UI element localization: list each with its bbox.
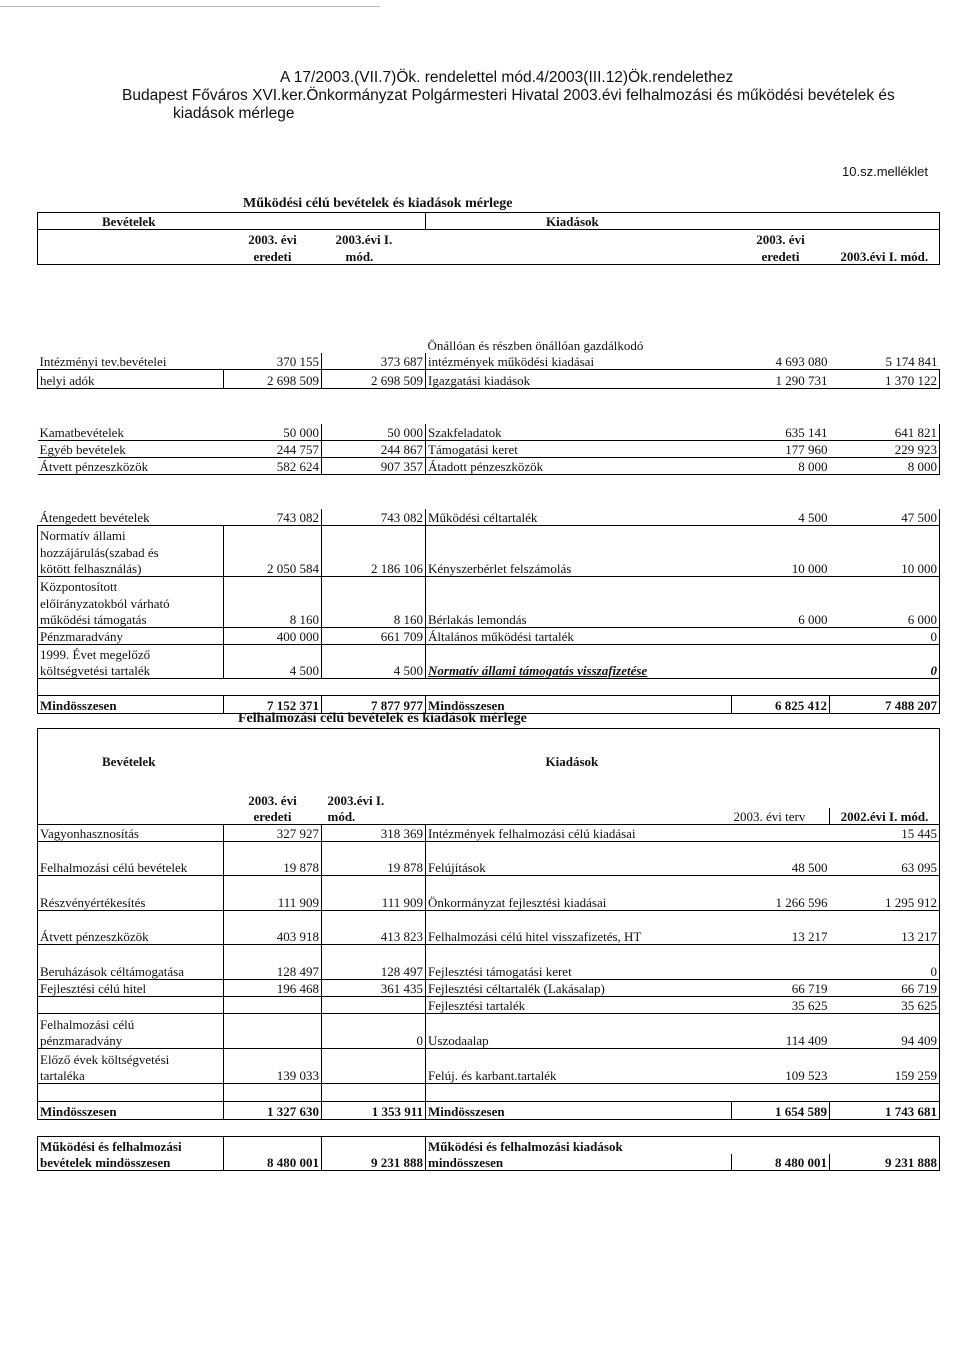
op-rev-mod: 661 709 [322, 628, 426, 645]
op-rev-label: hozzájárulás(szabad és [38, 543, 224, 560]
operating-expense-label: Kiadások [426, 213, 940, 230]
cap-exp-label: Fejlesztési céltartalék (Lakásalap) [426, 980, 732, 997]
operating-table [37, 212, 940, 714]
op-rev-label: kötött felhasználás) [38, 560, 224, 577]
op-rev-label: Kamatbevételek [38, 424, 224, 441]
cap-rev-orig [224, 1032, 322, 1049]
cap-exp-mod: 13 217 [830, 928, 940, 945]
op-exp-orig: 1 290 731 [732, 370, 830, 389]
op-rev-mod: 2 698 509 [322, 370, 426, 389]
op-col-rev-mod-2: mód. [322, 247, 426, 265]
cap-total-exp-plan: 1 654 589 [732, 1102, 830, 1120]
op-exp-orig [732, 628, 830, 645]
cap-rev-orig: 139 033 [224, 1067, 322, 1084]
op-exp-orig: 8 000 [732, 458, 830, 475]
cap-rev-mod: 111 909 [322, 894, 426, 911]
grand-total-rev-orig: 8 480 001 [224, 1154, 322, 1171]
op-total-exp-orig: 6 825 412 [732, 696, 830, 714]
cap-exp-plan: 66 719 [732, 980, 830, 997]
op-rev-label: költségvetési tartalék [38, 662, 224, 679]
cap-rev-orig: 19 878 [224, 859, 322, 876]
op-exp-label: intézmények működési kiadásai [426, 353, 732, 370]
op-exp-label: Átadott pénzeszközök [426, 458, 732, 475]
cap-exp-label: Fejlesztési támogatási keret [426, 963, 732, 980]
op-rev-label: Központosított [38, 577, 224, 594]
op-exp-orig: 635 141 [732, 424, 830, 441]
cap-rev-mod: 19 878 [322, 859, 426, 876]
op-rev-orig: 370 155 [224, 353, 322, 370]
op-exp-label: Normatív állami támogatás visszafizetése [426, 662, 732, 679]
cap-rev-label: pénzmaradvány [38, 1032, 224, 1049]
cap-rev-label: Felhalmozási célú bevételek [38, 859, 224, 876]
cap-rev-mod [322, 1067, 426, 1084]
op-rev-mod: 4 500 [322, 662, 426, 679]
op-exp-mod: 0 [830, 628, 940, 645]
cap-rev-label: Átvett pénzeszközök [38, 928, 224, 945]
cap-rev-orig [224, 997, 322, 1014]
op-rev-label: előirányzatokból várható [38, 594, 224, 611]
op-rev-label: helyi adók [38, 370, 224, 389]
op-total-rev-mod: 7 877 977 [322, 696, 426, 714]
grand-total-exp-label: Működési és felhalmozási kiadások [426, 1137, 732, 1154]
op-exp-label: Szakfeladatok [426, 424, 732, 441]
capital-table [37, 728, 940, 1171]
cap-rev-label: Részvényértékesítés [38, 894, 224, 911]
op-exp-label: Működési céltartalék [426, 509, 732, 526]
op-exp-mod: 6 000 [830, 611, 940, 628]
cap-exp-label: Uszodaalap [426, 1032, 732, 1049]
op-exp-mod: 0 [830, 662, 940, 679]
cap-exp-plan: 109 523 [732, 1067, 830, 1084]
cap-rev-label: tartaléka [38, 1067, 224, 1084]
capital-revenue-label: Bevételek [38, 729, 426, 769]
cap-exp-label: Fejlesztési tartalék [426, 997, 732, 1014]
op-col-exp-mod: 2003.évi I. mód. [830, 247, 940, 265]
op-total-exp-label: Mindösszesen [426, 696, 732, 714]
cap-total-rev-mod: 1 353 911 [322, 1102, 426, 1120]
op-rev-label: működési támogatás [38, 611, 224, 628]
op-exp-mod: 5 174 841 [830, 353, 940, 370]
op-exp-mod: 641 821 [830, 424, 940, 441]
op-exp-mod: 229 923 [830, 441, 940, 458]
op-total-exp-mod: 7 488 207 [830, 696, 940, 714]
op-col-rev-orig: 2003. évi [248, 231, 297, 247]
op-rev-label: Egyéb bevételek [38, 441, 224, 458]
op-exp-label: Bérlakás lemondás [426, 611, 732, 628]
op-rev-mod: 2 186 106 [322, 560, 426, 577]
op-exp-label: Önállóan és részben önállóan gazdálkodó [427, 337, 644, 353]
op-exp-label: Általános működési tartalék [426, 628, 732, 645]
cap-rev-mod: 128 497 [322, 963, 426, 980]
cap-total-rev-orig: 1 327 630 [224, 1102, 322, 1120]
cap-exp-mod: 15 445 [830, 825, 940, 842]
op-rev-orig: 8 160 [224, 611, 322, 628]
cap-rev-mod: 318 369 [322, 825, 426, 842]
cap-exp-mod: 0 [830, 963, 940, 980]
cap-col-rev-mod: 2003.évi I. [327, 792, 385, 808]
op-rev-label: 1999. Évet megelőző [38, 645, 224, 662]
cap-exp-mod: 63 095 [830, 859, 940, 876]
cap-col-rev-mod-2: mód. [322, 808, 426, 825]
op-rev-mod: 373 687 [322, 353, 426, 370]
op-rev-mod: 244 867 [322, 441, 426, 458]
op-exp-orig: 10 000 [732, 560, 830, 577]
cap-rev-label: Vagyonhasznosítás [38, 825, 224, 842]
op-rev-label: Normatív állami [38, 526, 224, 543]
op-col-rev-orig-2: eredeti [224, 247, 322, 265]
cap-rev-mod: 0 [322, 1032, 426, 1049]
capital-section-title: Felhalmozási célú bevételek és kiadások mérlege [238, 711, 527, 726]
cap-col-exp-plan: 2003. évi terv [732, 808, 830, 825]
cap-total-label: Mindösszesen [38, 1102, 224, 1120]
op-rev-mod: 50 000 [322, 424, 426, 441]
op-rev-orig: 400 000 [224, 628, 322, 645]
cap-col-rev-orig-2: eredeti [224, 808, 322, 825]
op-rev-orig: 2 698 509 [224, 370, 322, 389]
op-rev-label: Átengedett bevételek [38, 509, 224, 526]
cap-exp-plan [732, 963, 830, 980]
cap-rev-orig: 111 909 [224, 894, 322, 911]
grand-total-rev-mod: 9 231 888 [322, 1154, 426, 1171]
cap-col-exp-mod: 2002.évi I. mód. [830, 808, 940, 825]
op-total-rev-orig: 7 152 371 [224, 696, 322, 714]
op-rev-orig: 582 624 [224, 458, 322, 475]
op-col-rev-mod: 2003.évi I. [335, 231, 393, 247]
op-exp-mod: 8 000 [830, 458, 940, 475]
top-scan-rule [0, 6, 380, 7]
cap-exp-plan [732, 825, 830, 842]
op-exp-orig: 177 960 [732, 441, 830, 458]
grand-total-exp-orig: 8 480 001 [732, 1154, 830, 1171]
header-line-3: kiadások mérlege [173, 105, 295, 122]
cap-exp-mod: 66 719 [830, 980, 940, 997]
cap-exp-mod: 159 259 [830, 1067, 940, 1084]
op-exp-label: Igazgatási kiadások [426, 370, 732, 389]
cap-exp-plan: 48 500 [732, 859, 830, 876]
cap-exp-label: Intézmények felhalmozási célú kiadásai [426, 825, 732, 842]
grand-total-rev-label: Működési és felhalmozási [38, 1137, 224, 1154]
header-line-1: A 17/2003.(VII.7)Ök. rendelettel mód.4/2003(III.12)Ök.rendelethez [280, 69, 734, 86]
cap-exp-plan: 1 266 596 [732, 894, 830, 911]
op-exp-mod: 47 500 [830, 509, 940, 526]
op-exp-mod: 10 000 [830, 560, 940, 577]
grand-total-rev-label: bevételek mindösszesen [38, 1154, 224, 1171]
op-rev-label: Intézményi tev.bevételei [38, 353, 224, 370]
op-rev-mod: 8 160 [322, 611, 426, 628]
op-rev-label: Átvett pénzeszközök [38, 458, 224, 475]
op-rev-orig: 743 082 [224, 509, 322, 526]
annex-number: 10.sz.melléklet [842, 164, 928, 179]
cap-total-exp-label: Mindösszesen [426, 1102, 732, 1120]
op-exp-orig: 4 500 [732, 509, 830, 526]
cap-exp-plan: 35 625 [732, 997, 830, 1014]
cap-col-rev-orig: 2003. évi [248, 792, 297, 808]
op-rev-mod: 907 357 [322, 458, 426, 475]
cap-rev-label: Fejlesztési célú hitel [38, 980, 224, 997]
op-total-label: Mindösszesen [38, 696, 224, 714]
cap-rev-orig: 128 497 [224, 963, 322, 980]
op-exp-orig [732, 662, 830, 679]
cap-exp-label: Felúj. és karbant.tartalék [426, 1067, 732, 1084]
op-rev-orig: 244 757 [224, 441, 322, 458]
cap-exp-mod: 1 295 912 [830, 894, 940, 911]
cap-total-exp-mod: 1 743 681 [830, 1102, 940, 1120]
grand-total-exp-mod: 9 231 888 [830, 1154, 940, 1171]
cap-rev-label: Előző évek költségvetési [38, 1049, 224, 1067]
cap-exp-label: Felhalmozási célú hitel visszafizetés, HT [426, 928, 732, 945]
cap-rev-mod: 413 823 [322, 928, 426, 945]
cap-exp-label: Önkormányzat fejlesztési kiadásai [426, 894, 732, 911]
op-exp-orig: 6 000 [732, 611, 830, 628]
cap-rev-orig: 327 927 [224, 825, 322, 842]
cap-exp-label: Felújítások [426, 859, 732, 876]
op-exp-label: Kényszerbérlet felszámolás [426, 560, 732, 577]
op-exp-mod: 1 370 122 [830, 370, 940, 389]
operating-revenue-label: Bevételek [38, 213, 426, 230]
cap-rev-mod [322, 997, 426, 1014]
grand-total-exp-label: mindösszesen [426, 1154, 732, 1171]
op-rev-orig: 50 000 [224, 424, 322, 441]
operating-section-title: Működési célú bevételek és kiadások mérlege [243, 196, 513, 211]
op-rev-label: Pénzmaradvány [38, 628, 224, 645]
header-line-2: Budapest Főváros XVI.ker.Önkormányzat Polgármesteri Hivatal 2003.évi felhalmozási és működési bevételek és [122, 87, 895, 104]
cap-rev-label: Beruházások céltámogatása [38, 963, 224, 980]
op-exp-orig: 4 693 080 [732, 353, 830, 370]
cap-rev-orig: 403 918 [224, 928, 322, 945]
op-exp-label: Támogatási keret [426, 441, 732, 458]
cap-exp-mod: 94 409 [830, 1032, 940, 1049]
cap-rev-orig: 196 468 [224, 980, 322, 997]
cap-exp-plan: 114 409 [732, 1032, 830, 1049]
op-col-exp-orig: 2003. évi [756, 231, 805, 247]
cap-exp-mod: 35 625 [830, 997, 940, 1014]
op-rev-orig: 4 500 [224, 662, 322, 679]
cap-rev-mod: 361 435 [322, 980, 426, 997]
cap-rev-label [38, 997, 224, 1014]
capital-expense-label: Kiadások [426, 729, 940, 769]
op-rev-mod: 743 082 [322, 509, 426, 526]
op-col-exp-orig-2: eredeti [732, 247, 830, 265]
cap-exp-plan: 13 217 [732, 928, 830, 945]
op-rev-orig: 2 050 584 [224, 560, 322, 577]
cap-rev-label: Felhalmozási célú [38, 1014, 224, 1032]
